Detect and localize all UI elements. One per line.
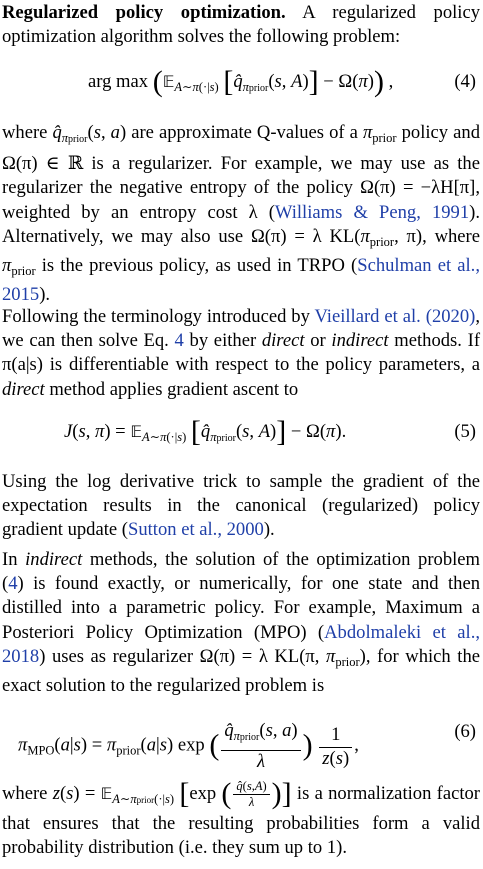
text-fragment: , we can then solve Eq. (2, 306, 480, 352)
equation-4 (2, 62, 480, 102)
equation-6 (2, 704, 480, 772)
equation-number: (6) (454, 721, 476, 742)
citation-link[interactable]: Sutton et al., 2000 (127, 519, 264, 541)
paragraph-q-values: where $q̂_{\pi prior}(s$, a) are approximate Q-values of a $\pi_{prior}$ policy and Ω(π) ∈ ℝ is a regularizer. For example, we may use as the regularizer the negative entropy of the policy Ω(π) = −λH[π], weighted by an entropy cost λ (Williams & Peng, 1991). Alternatively, we may also use Ω(π) = λ $KL(\pi_{prior}$, π), where $\pi_{prior}$ is the previous policy, as used in TRPO (Schulman et al., 2015). (2, 122, 480, 306)
equation-ref-link[interactable]: 4 (8, 573, 18, 595)
equation-6-body: $\pi_{MPO}(a|s) = \pi_{prior}(a|s)$ exp ( $\frac{q̂_{\pi prior}(s, a)}{\lambda}$ ) $\frac{1}{z(s)}$ , (18, 720, 359, 772)
text-fragment: where (2, 122, 48, 143)
equation-number: (5) (454, 421, 476, 442)
citation-link[interactable]: Williams & Peng, 1991 (274, 201, 470, 223)
text-fragment: ) uses as regularizer Ω(π) = λ KL(π, (39, 645, 326, 667)
text-fragment: where (2, 782, 48, 804)
text-fragment: by either (183, 330, 262, 352)
text-fragment: Using the log derivative trick to sample the gradient of the expectation results in the canonical (regularized) policy gradient update ( (2, 471, 480, 541)
paragraph-regularized-policy (2, 1, 480, 49)
text-fragment: ). (263, 519, 275, 541)
paragraph-log-derivative (2, 470, 480, 543)
emphasis: indirect (331, 330, 389, 352)
equation-number: (4) (454, 71, 476, 92)
text-fragment: ). Alternatively, we may also use Ω(π) = λ KL( (2, 201, 480, 247)
text-fragment: In (2, 549, 26, 570)
paragraph-normalization: where z(s) = 𝔼$_{A\sim\pi prior(\cdot|s)}$ [exp ( $\frac{q̂(s,A)}{\lambda}$ )] is a normalization factor that ensures that the resulting probabilities form a valid probability distribution (i.e. they sum up to 1). (2, 776, 480, 859)
citation-link[interactable]: Schulman et al., 2015 (2, 255, 480, 306)
text-fragment: is a normalization factor that ensures that the resulting probabilities form a valid probability distribution (i.e. they sum up to 1). (2, 782, 480, 859)
text-fragment: policy and Ω(π) ∈ ℝ is a regularizer. For example, we may use as the regularizer the negative entropy of the policy Ω(π) = −λH[π], weighted by an entropy cost λ ( (2, 122, 480, 223)
text-fragment: Following the terminology introduced by (2, 306, 315, 327)
paragraph-indirect-methods: In indirect methods, the solution of the optimization problem (4) is found exactly, or numerically, for one state and then distilled into a parametric policy. For example, Maximum a Posteriori Policy Optimization (MPO) (Abdolmaleki et al., 2018) uses as regularizer Ω(π) = λ KL(π, $\pi_{prior}$), for which the exact solution to the regularized problem is (2, 549, 480, 697)
text-fragment: ) is found exactly, or numerically, for one state and then distilled into a parametric policy. For example, Maximum a Posteriori Policy Optimization (MPO) ( (2, 573, 480, 643)
equation-5-body: J(s, π) = 𝔼$_{A\sim\pi(\cdot|s)}$ [$q̂_{\pi prior}(s$, A)] − Ω(π). (64, 415, 347, 448)
equation-5 (2, 415, 480, 460)
emphasis: direct (261, 330, 305, 352)
paragraph-text: A regularized policy optimization algorithm solves the following problem: (2, 2, 481, 48)
section-heading: Regularized policy optimization. (2, 2, 286, 23)
text-fragment: methods, the solution of the optimization problem ( (2, 549, 480, 595)
paragraph-terminology (2, 305, 480, 402)
text-fragment: , π), where (394, 225, 480, 247)
citation-link[interactable]: Abdolmaleki et al., 2018 (2, 621, 480, 667)
equation-4-body: arg max (𝔼$_{A\sim\pi(\cdot|s)}$ [$q̂_{\pi prior}(s$, A)] − Ω(π)) , (88, 65, 394, 98)
text-fragment: ), for which the exact solution to the regularized problem is (2, 645, 480, 697)
text-fragment: methods. If π(a|s) is differentiable with respect to the policy parameters, a (2, 330, 481, 376)
citation-link[interactable]: Vieillard et al. (2020) (314, 306, 476, 327)
text-fragment: ). (39, 284, 51, 306)
text-fragment: is the previous policy, as used in TRPO ( (41, 255, 358, 277)
equation-ref-link[interactable]: 4 (174, 330, 184, 352)
emphasis: indirect (25, 549, 83, 570)
text-fragment: method applies gradient ascent to (44, 378, 299, 400)
emphasis: direct (2, 378, 45, 400)
text-fragment: are approximate Q-values of a (131, 122, 358, 143)
text-fragment: or (304, 330, 332, 352)
